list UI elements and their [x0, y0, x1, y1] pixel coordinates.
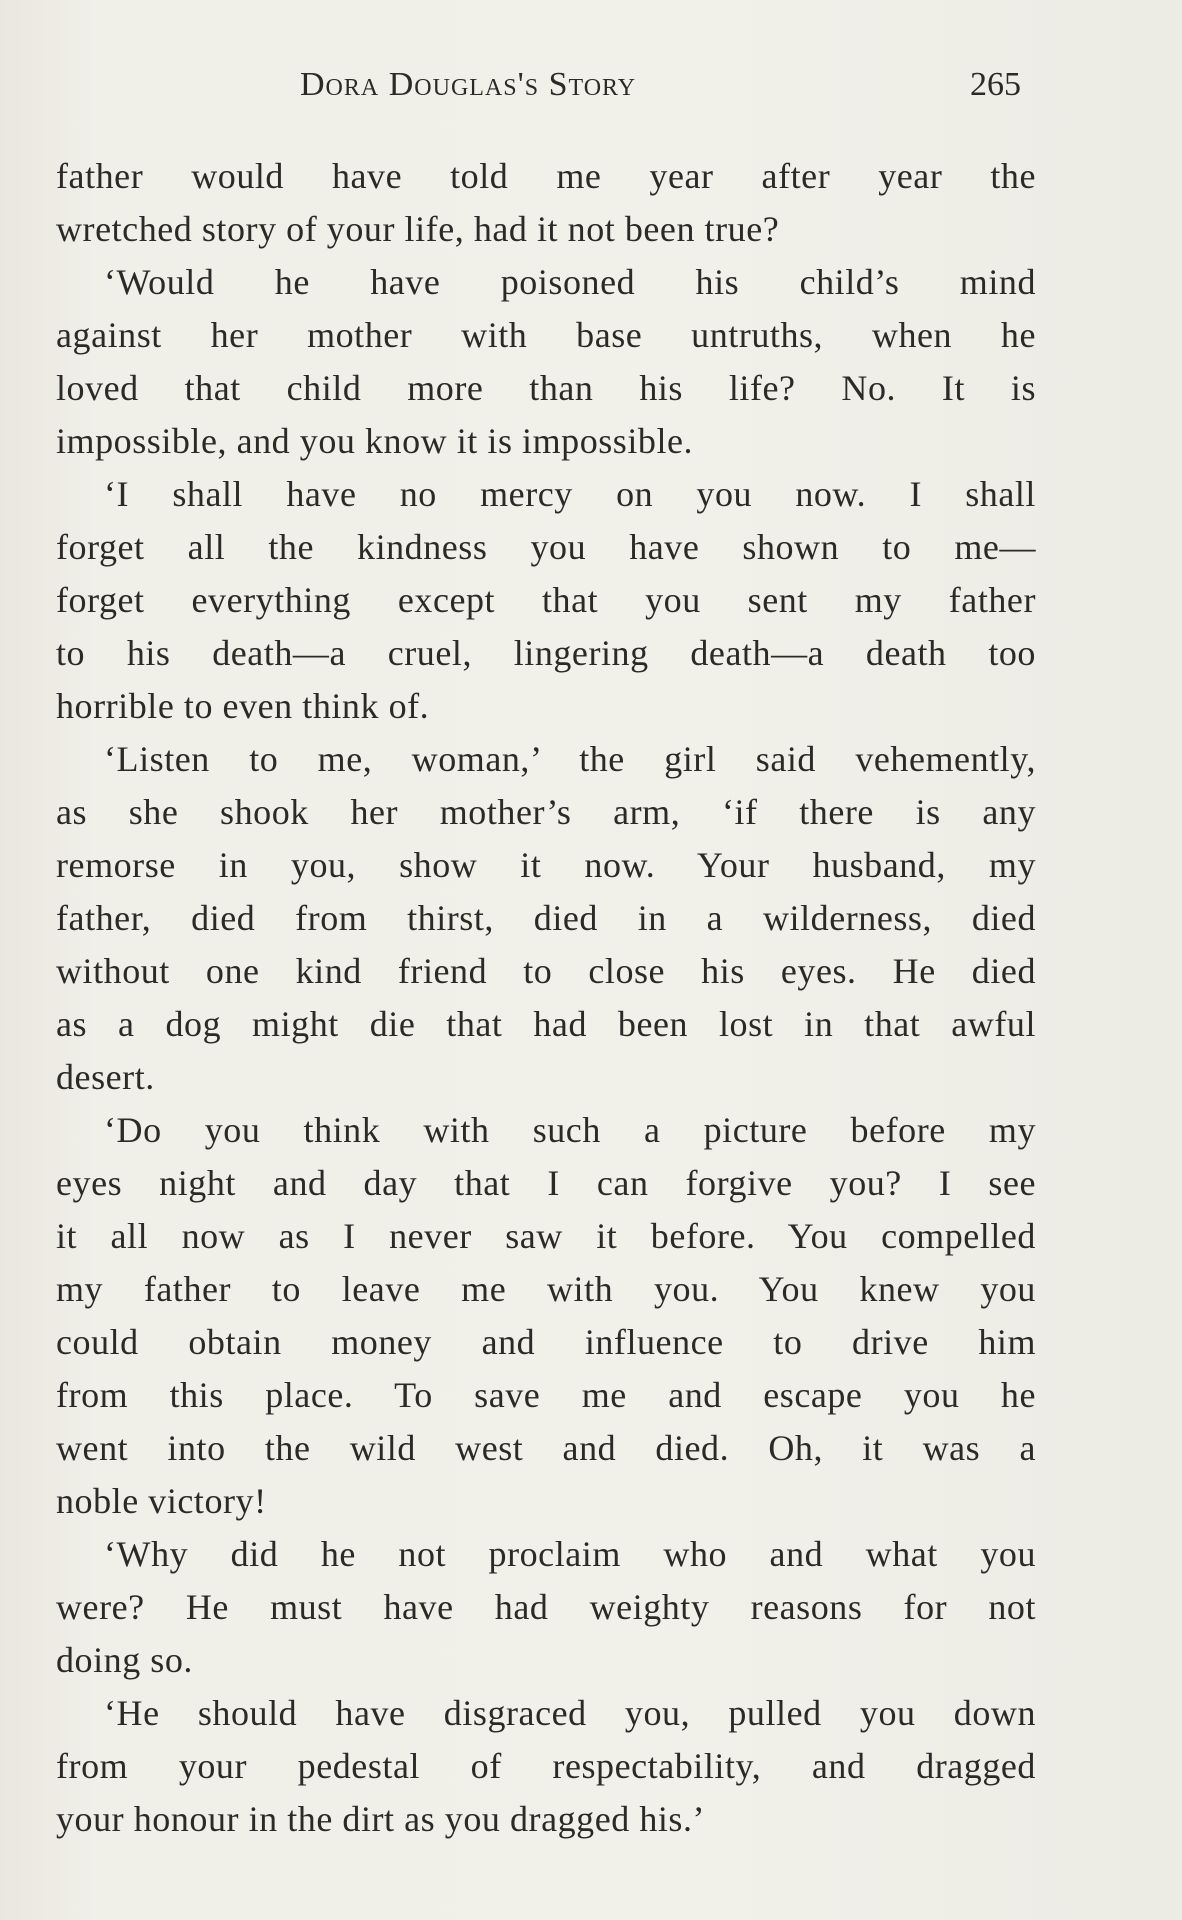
text-line: from this place. To save me and escape you he	[56, 1375, 1036, 1415]
text-line: to his death—a cruel, lingering death—a death too	[56, 633, 1036, 673]
text-line: your honour in the dirt as you dragged his.’	[56, 1799, 706, 1839]
page-header	[0, 66, 1182, 106]
text-line: eyes night and day that I can forgive you? I see	[56, 1163, 1036, 1203]
text-line: noble victory!	[56, 1481, 267, 1521]
text-line: from your pedestal of respectability, and dragged	[56, 1746, 1036, 1786]
page-number: 265	[970, 66, 1021, 103]
text-line: doing so.	[56, 1640, 193, 1680]
text-line: as a dog might die that had been lost in that awful	[56, 1004, 1036, 1044]
text-line: against her mother with base untruths, when he	[56, 315, 1036, 355]
text-line: ‘Would he have poisoned his child’s mind	[104, 262, 1036, 302]
text-line: ‘Do you think with such a picture before my	[104, 1110, 1036, 1150]
text-line: as she shook her mother’s arm, ‘if there is any	[56, 792, 1036, 832]
text-line: loved that child more than his life? No. It is	[56, 368, 1036, 408]
text-line: wretched story of your life, had it not been true?	[56, 209, 780, 249]
text-line: father, died from thirst, died in a wilderness, died	[56, 898, 1036, 938]
text-line: went into the wild west and died. Oh, it was a	[56, 1428, 1036, 1468]
text-line: forget everything except that you sent my father	[56, 580, 1036, 620]
text-line: ‘He should have disgraced you, pulled you down	[104, 1693, 1036, 1733]
text-line: were? He must have had weighty reasons for not	[56, 1587, 1036, 1627]
body-text	[56, 150, 1036, 1846]
text-line: forget all the kindness you have shown to me—	[56, 527, 1036, 567]
text-line: ‘Listen to me, woman,’ the girl said vehemently,	[104, 739, 1036, 779]
text-line: ‘I shall have no mercy on you now. I shall	[104, 474, 1036, 514]
text-line: could obtain money and influence to drive him	[56, 1322, 1036, 1362]
text-line: desert.	[56, 1057, 155, 1097]
text-line: it all now as I never saw it before. You compelled	[56, 1216, 1036, 1256]
text-line: impossible, and you know it is impossible.	[56, 421, 694, 461]
text-line: remorse in you, show it now. Your husband, my	[56, 845, 1036, 885]
text-line: horrible to even think of.	[56, 686, 430, 726]
text-line: ‘Why did he not proclaim who and what you	[104, 1534, 1036, 1574]
text-line: father would have told me year after year the	[56, 156, 1036, 196]
text-line: without one kind friend to close his eyes. He died	[56, 951, 1036, 991]
running-title: Dora Douglas's Story	[300, 66, 637, 103]
text-line: my father to leave me with you. You knew you	[56, 1269, 1036, 1309]
